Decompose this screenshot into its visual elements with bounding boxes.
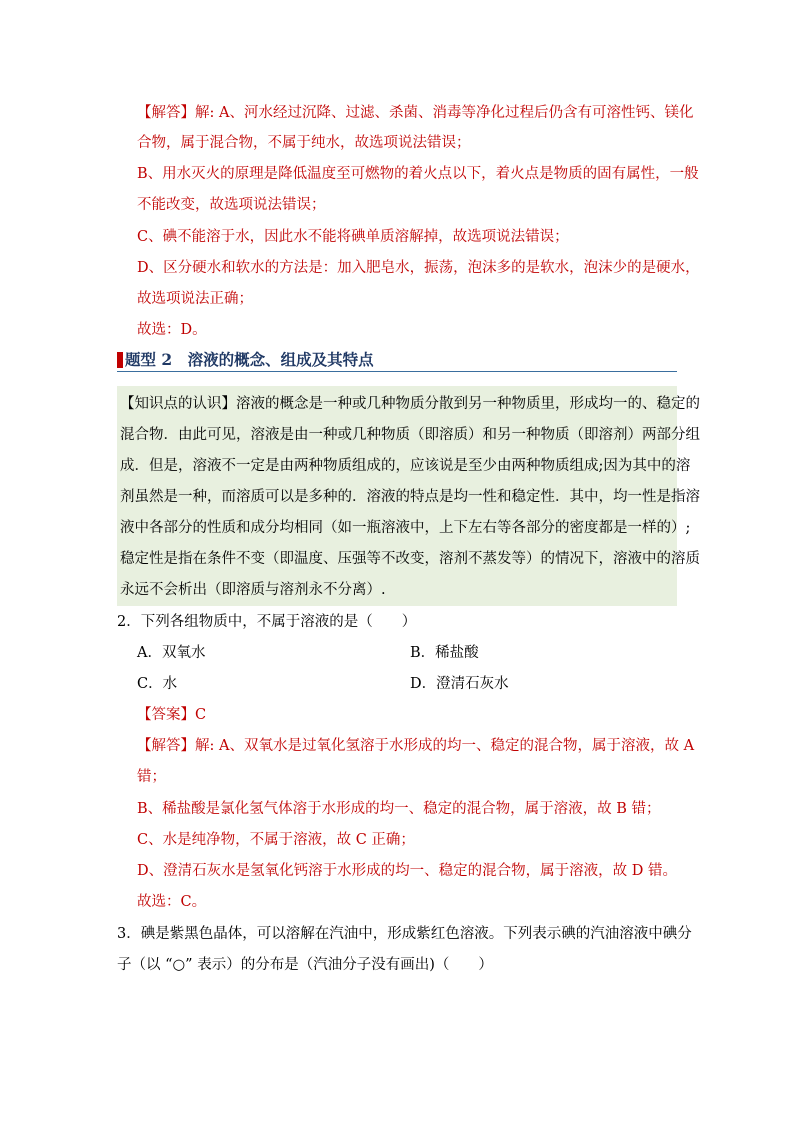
q1-analysis-line-6: D、区分硬水和软水的方法是：加入肥皂水，振荡，泡沫多的是软水，泡沫少的是硬水，	[137, 260, 700, 276]
q2-analysis-line-1: 【解答】解: A、双氧水是过氧化氢溶于水形成的均一、稳定的混合物，属于溶液，故 A	[137, 738, 695, 754]
q2-option-a: A．双氧水	[137, 645, 206, 661]
answer-label: 【答案】	[137, 707, 195, 723]
knowledge-line-4: 剂虽然是一种，而溶质可以是多种的．溶液的特点是均一性和稳定性．其中，均一性是指溶	[120, 489, 700, 505]
knowledge-line-3: 成．但是，溶液不一定是由两种物质组成的，应该说是至少由两种物质组成;因为其中的溶	[120, 458, 691, 474]
heading-marker	[117, 352, 123, 368]
heading-underline	[117, 371, 677, 372]
q1-analysis-line-1: 【解答】解: A、河水经过沉降、过滤、杀菌、消毒等净化过程后仍含有可溶性钙、镁化	[137, 105, 694, 121]
q1-analysis-line-8: 故选：D。	[137, 322, 207, 338]
q2-analysis-line-2: 错；	[137, 769, 166, 785]
q2-option-d: D．澄清石灰水	[410, 676, 509, 692]
q3-stem-line-2: 子（以 “○” 表示）的分布是（汽油分子没有画出)（ ）	[117, 957, 493, 973]
q3-stem-line-1: 3．碘是紫黑色晶体，可以溶解在汽油中，形成紫红色溶液。下列表示碘的汽油溶液中碘分	[117, 926, 692, 942]
q1-analysis-line-2: 合物，属于混合物，不属于纯水，故选项说法错误；	[137, 135, 471, 151]
analysis-label: 【解答】	[137, 738, 195, 754]
q2-analysis-line-6: 故选：C。	[137, 894, 207, 910]
q1-analysis-line-3: B、用水灭火的原理是降低温度至可燃物的着火点以下，着火点是物质的固有属性，一般	[137, 166, 699, 182]
q2-stem: 2．下列各组物质中，不属于溶液的是（ ）	[117, 614, 417, 630]
q1-analysis-line-5: C、碘不能溶于水，因此水不能将碘单质溶解掉，故选项说法错误；	[137, 229, 569, 245]
knowledge-label: 【知识点的认识】	[120, 396, 236, 412]
q1-analysis-line-7: 故选项说法正确；	[137, 291, 253, 307]
knowledge-line-2: 混合物．由此可见，溶液是由一种或几种物质（即溶质）和另一种物质（即溶剂）两部分组	[120, 427, 700, 443]
q2-option-b: B．稀盐酸	[410, 645, 479, 661]
q2-option-c: C．水	[137, 676, 178, 692]
analysis-label: 【解答】	[137, 105, 195, 121]
knowledge-line-5: 液中各部分的性质和成分均相同（如一瓶溶液中，上下左右等各部分的密度都是一样的）;	[120, 520, 691, 536]
answer-value: C	[195, 707, 207, 723]
q1-analysis-line-4: 不能改变，故选项说法错误；	[137, 197, 326, 213]
knowledge-line-7: 永远不会析出（即溶质与溶剂永不分离）.	[120, 582, 386, 598]
q2-analysis-line-5: D、澄清石灰水是氢氧化钙溶于水形成的均一、稳定的混合物，属于溶液，故 D 错。	[137, 863, 677, 879]
q2-analysis-line-4: C、水是纯净物，不属于溶液，故 C 正确；	[137, 832, 415, 848]
knowledge-line-1: 【知识点的认识】溶液的概念是一种或几种物质分散到另一种物质里，形成均一的、稳定的	[120, 396, 700, 412]
knowledge-line-6: 稳定性是指在条件不变（即温度、压强等不改变，溶剂不蒸发等）的情况下，溶液中的溶质	[120, 551, 700, 567]
q2-analysis-line-3: B、稀盐酸是氯化氢气体溶于水形成的均一、稳定的混合物，属于溶液，故 B 错；	[137, 801, 661, 817]
section-title: 题型 2 溶液的概念、组成及其特点	[125, 350, 374, 369]
q2-answer	[137, 705, 206, 725]
